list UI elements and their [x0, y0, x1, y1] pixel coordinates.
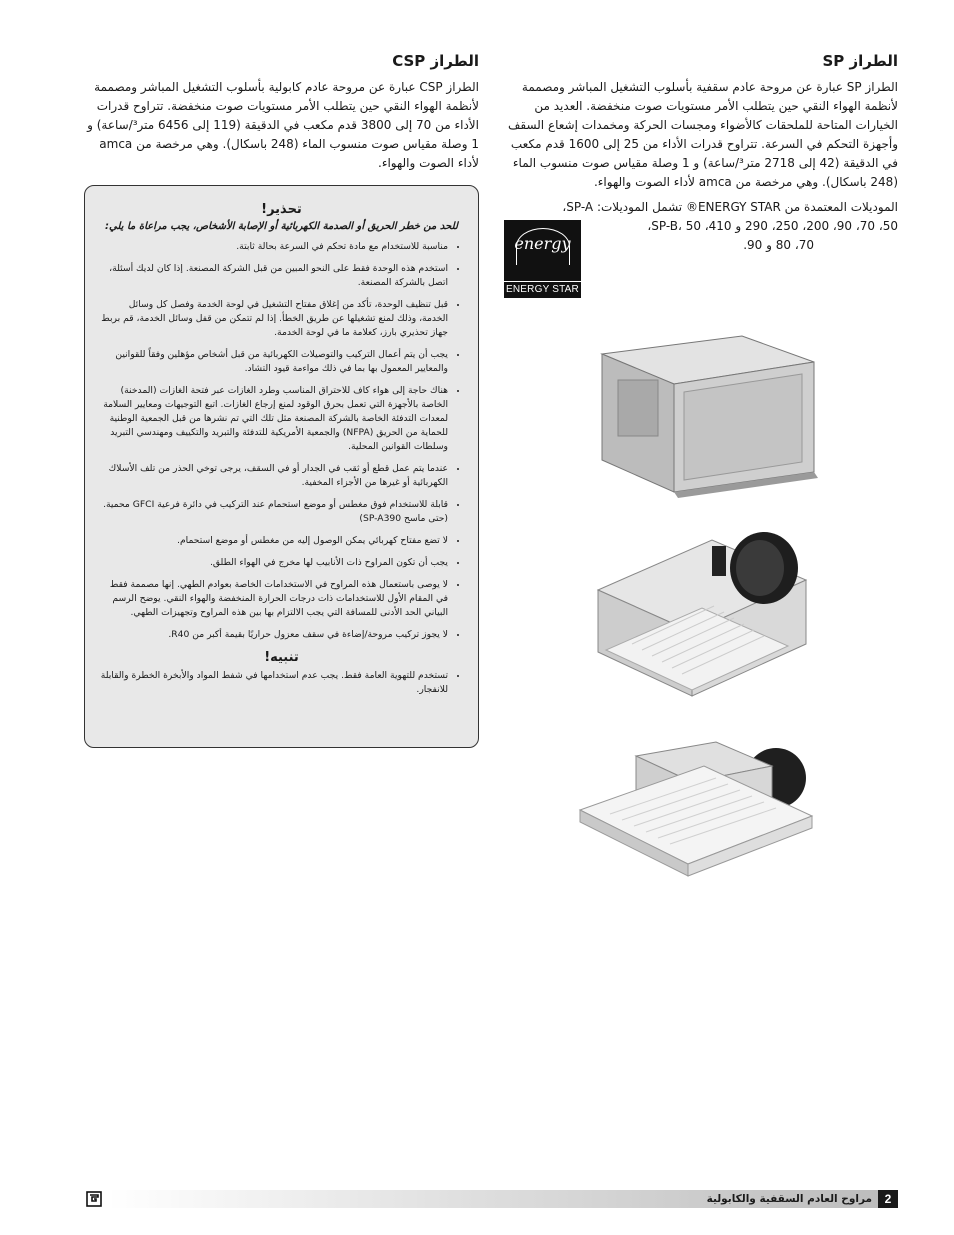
page-number: 2	[878, 1190, 898, 1208]
energy-star-logo-icon	[504, 220, 581, 298]
warning-item: • يجب أن يتم أعمال التركيب والتوصيلات الكهربائية من قبل أشخاص مؤهلين وفقاً للقوانين والمعايير المعمول بها بما في ذلك مواءمة قيود التشاد.	[97, 348, 448, 376]
footer-title: مراوح العادم السقفية والكابولية	[706, 1193, 872, 1205]
warning-item: • يجب أن تكون المراوح ذات الأنابيب لها مخرج في الهواء الطلق.	[97, 556, 448, 570]
warning-item: • عندما يتم عمل قطع أو ثقب في الجدار أو في السقف، يرجى توخي الحذر من تلف الأسلاك الكهربائية أو غيرها من الأجزاء المخفية.	[97, 462, 448, 490]
warning-box	[84, 185, 479, 748]
warning-item: • قابلة للاستخدام فوق مغطس أو موضع استحمام عند التركيب في دائرة فرعية GFCI محمية. (حتى ماسح SP-A390)	[97, 498, 448, 526]
sp-small-fan-image	[576, 736, 816, 886]
warning-list	[97, 240, 466, 642]
warning-subtitle: للحد من خطر الحريق أو الصدمة الكهربائية أو الإصابة الأشخاص، يجب مراعاة ما يلي:	[105, 221, 458, 232]
energy-star-script: energy	[514, 234, 571, 253]
sp-section	[504, 52, 898, 308]
models-line-2: 50، 70، 90، 200، 250، 290 و 410، SP-B، 50،	[647, 219, 898, 233]
caution-title: تنبيه!	[264, 650, 299, 665]
sp-fan-image	[592, 520, 812, 710]
warning-title: تحذير!	[261, 202, 302, 217]
csp-section	[84, 52, 479, 748]
warning-item: • لا تضع مفتاح كهربائي يمكن الوصول إليه من مغطس أو موضع استحمام.	[97, 534, 448, 548]
warning-item: • استخدم هذه الوحدة فقط على النحو المبين من قبل الشركة المصنعة. إذا كان لديك أسئلة، اتصل بالشركة المصنعة.	[97, 262, 448, 290]
models-line-3: 70، 80 و 90.	[743, 238, 814, 252]
csp-description: الطراز CSP عبارة عن مروحة عادم كابولية بأسلوب التشغيل المباشر ومصممة لأنظمة الهواء النقي حين يتطلب الأمر مستويات صوت منخفضة. تتراوح قدرات الأداء من 70 إلى 3800 قدم مكعب في الدقيقة (119 إلى 6456 متر³/ساعة) و 1 وصلة مقياس صوت منسوب الماء (248 باسكال). وهي مرخصة من amca لأداء الصوت والهواء.	[87, 80, 479, 170]
warning-item: • مناسبة للاستخدام مع مادة تحكم في السرعة بحالة ثابتة.	[97, 240, 448, 254]
greenheck-logo-icon	[86, 1191, 102, 1207]
caution-list	[97, 669, 466, 697]
page-footer	[86, 1190, 898, 1208]
caution-item: • تستخدم للتهوية العامة فقط. يجب عدم استخدامها في شفط المواد والأبخرة الخطرة والقابلة للانفجار.	[97, 669, 448, 697]
csp-fan-image	[592, 332, 820, 500]
sp-title: الطراز SP	[822, 52, 898, 70]
energy-star-models	[504, 198, 898, 308]
warning-item: • لا يوصى باستعمال هذه المراوح في الاستخدامات الخاصة بعوادم الطهي. إنها مصممة فقط في المقام الأول للاستخدامات ذات درجات الحرارة المنخفضة والهواء النقي. يوضح الرسم البياني الحد الأدنى للمسافة التي يجب الالتزام بها بين هذه المراوح وتجهيزات الطهي.	[97, 578, 448, 620]
energy-star-label: ENERGY STAR	[504, 281, 581, 298]
warning-item: • لا يجوز تركيب مروحة/إضاءة في سقف معزول حراريًا بقيمة أكبر من R40.	[97, 628, 448, 642]
warning-item: • هناك حاجة إلى هواء كاف للاحتراق المناسب وطرد الغازات عبر فتحة الغازات (المدخنة) الخاصة بالأجهزة التي تعمل بحرق الوقود لمنع إرجاع الغازات. اتبع التوجيهات ومعايير السلامة لمعدات التدفئة الخاصة بالشركة المصنعة مثل تلك التي تم نشرها من قبل الجمعية الوطنية للحماية من الحريق (NFPA) والجمعية الأمريكية للتدفئة والتبريد والتكييف ومهندسي التبريد وسلطات القوانين المحلية.	[97, 384, 448, 454]
warning-item: • قبل تنظيف الوحدة، تأكد من إغلاق مفتاح التشغيل في لوحة الخدمة وفصل كل وسائل الخدمة، وذلك لمنع تشغيلها عن طريق الخطأ. إذا لم تتمكن من قفل وسائل الخدمة، قم بربط جهاز تحذيري بارز، كعلامة ما في لوحة الخدمة.	[97, 298, 448, 340]
csp-title: الطراز CSP	[392, 52, 479, 70]
models-line-1: الموديلات المعتمدة من ENERGY STAR® تشمل الموديلات: SP-A،	[562, 200, 898, 214]
sp-description: الطراز SP عبارة عن مروحة عادم سقفية بأسلوب التشغيل المباشر ومصممة لأنظمة الهواء النقي حين يتطلب الأمر مستويات صوت منخفضة. العديد من الخيارات المتاحة للملحقات كالأضواء ومجسات الحركة ومخمدات إشعاع السقف وأجهزة التحكم في السرعة. تتراوح قدرات الأداء من 25 إلى 1600 قدم مكعب في الدقيقة (42 إلى 2718 متر³/ساعة) و 1 وصلة مقياس صوت منسوب الماء (248 باسكال). وهي مرخصة من amca لأداء الصوت والهواء.	[507, 80, 898, 189]
